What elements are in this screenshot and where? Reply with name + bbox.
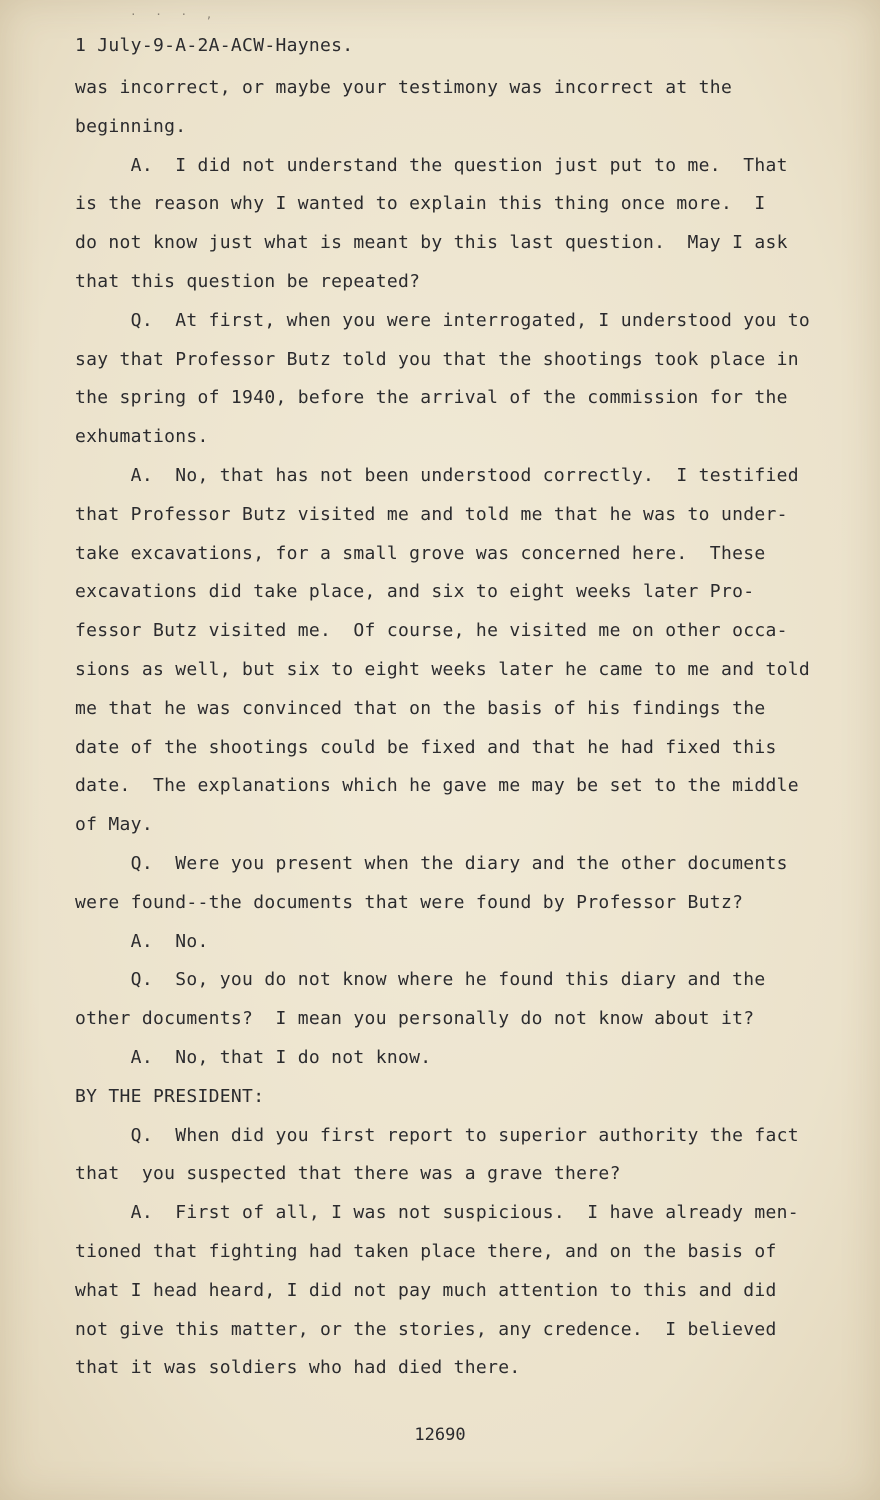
text-line: take excavations, for a small grove was concerned here. These — [75, 542, 766, 564]
text-line: what I head heard, I did not pay much attention to this and did — [75, 1279, 777, 1301]
text-line: beginning. — [75, 115, 187, 137]
text-line: exhumations. — [75, 426, 209, 448]
text-line: date of the shootings could be fixed and that he had fixed this — [75, 736, 777, 758]
text-line: that Professor Butz visited me and told me that he was to under- — [75, 503, 788, 525]
text-line: tioned that fighting had taken place there, and on the basis of — [75, 1240, 777, 1262]
text-line: sions as well, but six to eight weeks later he came to me and told — [75, 658, 811, 680]
text-line: Q. So, you do not know where he found this diary and the — [75, 969, 766, 991]
text-line: that it was soldiers who had died there. — [75, 1357, 521, 1379]
text-line: date. The explanations which he gave me may be set to the middle — [75, 775, 799, 797]
header-marks: · · · , — [130, 8, 219, 21]
text-line: A. No, that has not been understood correctly. I testified — [75, 464, 799, 486]
header-reference: 1 July-9-A-2A-ACW-Haynes. — [75, 35, 354, 56]
text-line: fessor Butz visited me. Of course, he visited me on other occa- — [75, 620, 788, 642]
text-line: say that Professor Butz told you that the shootings took place in — [75, 348, 799, 370]
text-line: A. I did not understand the question just put to me. That — [75, 154, 788, 176]
text-line: of May. — [75, 814, 153, 836]
text-line: other documents? I mean you personally do not know about it? — [75, 1008, 755, 1030]
text-line: A. No, that I do not know. — [75, 1046, 432, 1068]
text-line: that you suspected that there was a grave there? — [75, 1163, 621, 1185]
text-line: me that he was convinced that on the basis of his findings the — [75, 697, 766, 719]
text-line: A. No. — [75, 930, 209, 952]
text-line: A. First of all, I was not suspicious. I have already men- — [75, 1202, 799, 1224]
section-heading: BY THE PRESIDENT: — [75, 1085, 265, 1107]
typed-text-body — [75, 27, 845, 1388]
text-line: were found--the documents that were found by Professor Butz? — [75, 891, 744, 913]
text-line: was incorrect, or maybe your testimony was incorrect at the — [75, 77, 733, 98]
text-line: Q. Were you present when the diary and the other documents — [75, 852, 788, 874]
text-line: that this question be repeated? — [75, 270, 421, 292]
text-line: excavations did take place, and six to eight weeks later Pro- — [75, 581, 755, 603]
text-line: do not know just what is meant by this last question. May I ask — [75, 232, 788, 254]
text-line: the spring of 1940, before the arrival of the commission for the — [75, 387, 788, 409]
text-line: not give this matter, or the stories, any credence. I believed — [75, 1318, 777, 1340]
text-line: Q. At first, when you were interrogated, I understood you to — [75, 309, 811, 331]
page-number: 12690 — [414, 1425, 466, 1445]
text-line: Q. When did you first report to superior authority the fact — [75, 1124, 799, 1146]
text-line: is the reason why I wanted to explain this thing once more. I — [75, 193, 766, 215]
